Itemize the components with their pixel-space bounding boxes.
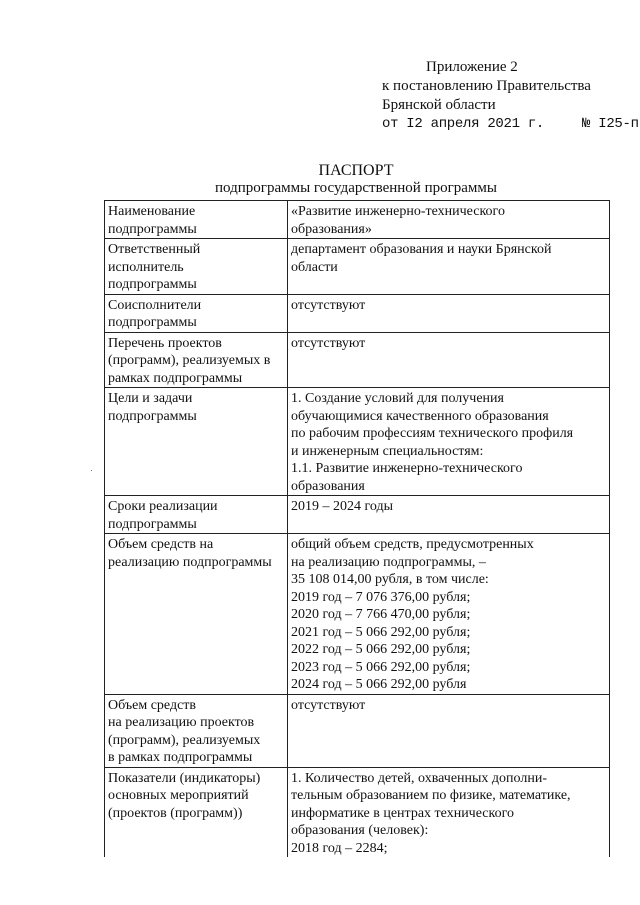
row-value-cell [288,239,610,295]
row-label-line: подпрограммы [108,516,197,532]
row-label-cell [105,767,288,857]
row-value-line: тельным образованием по физике, математике, [291,788,571,803]
row-label-line: рамках подпрограммы [108,370,243,386]
approval-number: № I25-п [582,116,639,132]
row-value-line: образования [291,478,365,494]
row-label-line: Объем средств на [108,537,214,552]
document-subtitle: подпрограммы государственной программы [215,180,497,196]
row-value-cell [288,496,610,534]
row-value-cell [288,767,610,857]
approval-date: от I2 апреля 2021 г. [382,116,545,132]
row-value-cell [288,201,610,239]
row-label-line: Наименование [108,204,196,219]
row-value-cell [288,332,610,388]
row-label-cell [105,332,288,388]
row-value-line: отсутствуют [291,697,366,713]
row-value-line: отсутствуют [291,297,366,313]
row-label-line: Перечень проектов [108,335,222,351]
row-value-line: 2021 год – 5 066 292,00 рубля; [291,624,471,640]
table-row [105,534,610,695]
row-value-cell [288,694,610,767]
row-value-line: по рабочим профессиям технического профиля [291,426,574,441]
row-value-line: 2018 год – 2284; [291,840,388,856]
row-value-cell [288,294,610,332]
table-row [105,767,610,857]
row-label-line: реализацию подпрограммы [108,554,272,570]
row-value-line: образования» [291,221,372,237]
row-value-line: информатике в центрах технического [291,805,514,821]
approval-date-line [382,115,639,134]
row-label-line: Объем средств [108,697,197,713]
row-value-line: образования (человек): [291,823,429,838]
row-value-line: 2023 год – 5 066 292,00 рубля; [291,659,471,675]
row-value-line: 1.1. Развитие инженерно-технического [291,461,523,476]
row-value-line: области [291,259,338,275]
row-label-line: Ответственный [108,242,201,257]
row-label-line: Сроки реализации [108,499,218,514]
row-value-line: департамент образования и науки Брянской [291,242,552,257]
row-label-cell [105,239,288,295]
row-value-line: 1. Создание условий для получения [291,391,504,406]
document-title: ПАСПОРТ [318,162,394,179]
row-label-line: подпрограммы [108,408,197,424]
passport-table-body [105,201,610,858]
row-label-line: на реализацию проектов [108,715,255,730]
table-row [105,332,610,388]
table-row [105,496,610,534]
row-label-cell [105,694,288,767]
row-value-line: 2019 – 2024 годы [291,499,394,514]
row-value-line: 2022 год – 5 066 292,00 рубля; [291,642,471,657]
table-row [105,694,610,767]
row-label-cell [105,294,288,332]
row-value-line: и инженерным специальностям: [291,443,484,459]
row-value-line: 2024 год – 5 066 292,00 рубля [291,677,467,692]
table-row [105,294,610,332]
row-label-cell [105,496,288,534]
row-value-cell [288,534,610,695]
row-label-line: Соисполнители [108,297,202,313]
row-value-line: отсутствуют [291,335,366,351]
row-label-line: (программ), реализуемых в [108,353,271,368]
row-value-cell [288,388,610,496]
row-value-line: 2020 год – 7 766 470,00 рубля; [291,607,471,622]
approval-block [382,58,639,134]
row-label-cell [105,534,288,695]
row-label-line: подпрограммы [108,315,197,330]
table-row [105,239,610,295]
row-label-cell [105,201,288,239]
appendix-number: Приложение 2 [426,59,518,75]
row-label-cell [105,388,288,496]
row-label-line: исполнитель [108,259,184,275]
approval-region: Брянской области [382,97,496,113]
table-row [105,388,610,496]
row-value-line: общий объем средств, предусмотренных [291,537,534,552]
row-label-line: подпрограммы [108,221,197,237]
row-label-line: (проектов (программ)) [108,805,243,821]
passport-table [104,200,610,857]
row-label-line: (программ), реализуемых [108,732,261,748]
row-value-line: на реализацию подпрограммы, – [291,554,486,570]
approval-resolution: к постановлению Правительства [382,78,591,94]
row-label-line: в рамках подпрограммы [108,750,253,765]
row-label-line: Показатели (индикаторы) [108,770,261,786]
table-row [105,201,610,239]
row-value-line: «Развитие инженерно-технического [291,204,505,219]
row-label-line: Цели и задачи [108,391,193,406]
scan-speck [91,470,92,471]
row-value-line: обучающимися качественного образования [291,408,549,424]
row-value-line: 2019 год – 7 076 376,00 рубля; [291,589,471,605]
row-value-line: 35 108 014,00 рубля, в том числе: [291,572,489,587]
row-label-line: основных мероприятий [108,788,249,803]
row-label-line: подпрограммы [108,277,197,292]
row-value-line: 1. Количество детей, охваченных дополни- [291,770,547,786]
